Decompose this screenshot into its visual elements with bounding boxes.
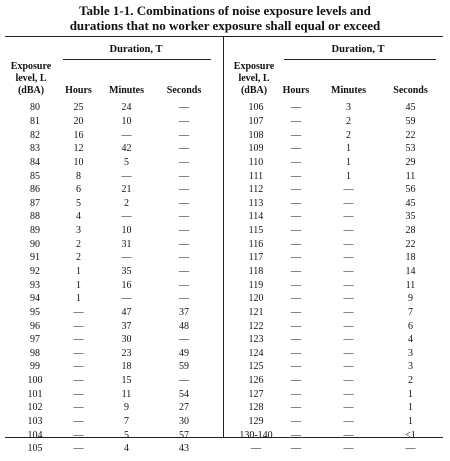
minutes-cell: 2 <box>346 115 351 127</box>
seconds-cell: 6 <box>408 320 413 332</box>
seconds-cell: — <box>179 115 189 127</box>
left-table-row <box>12 183 214 197</box>
level-cell: 91 <box>30 252 40 264</box>
hours-cell: — <box>291 375 301 387</box>
level-cell: 125 <box>248 361 264 373</box>
seconds-cell: — <box>179 156 189 168</box>
right-duration-header: Duration, T <box>331 44 385 55</box>
level-cell: 116 <box>248 238 264 250</box>
hours-cell: 2 <box>76 252 81 264</box>
right-table-row <box>236 265 440 279</box>
right-table-row <box>236 428 440 442</box>
hours-cell: — <box>73 347 84 359</box>
right-table-row <box>236 360 440 374</box>
minutes-cell: — <box>343 225 354 237</box>
hours-cell: — <box>291 184 301 196</box>
hours-cell: — <box>291 279 301 291</box>
right-table-row <box>236 156 440 170</box>
right-exposure-header <box>229 61 279 97</box>
level-cell: 90 <box>30 238 40 250</box>
seconds-cell: 57 <box>179 429 189 441</box>
level-cell: 100 <box>27 375 43 387</box>
right-table-row <box>236 319 440 333</box>
minutes-cell: 1 <box>346 143 351 155</box>
left-table-row <box>12 115 214 129</box>
hours-cell: — <box>291 170 301 182</box>
seconds-cell: 4 <box>408 334 413 346</box>
right-table-row <box>236 210 440 224</box>
seconds-cell: 14 <box>405 266 416 277</box>
level-cell: 95 <box>30 306 40 318</box>
right-table-row <box>236 237 440 251</box>
left-minutes-header: Minutes <box>109 85 144 96</box>
seconds-cell: 11 <box>405 170 416 182</box>
right-table-row <box>236 183 440 197</box>
hours-cell: 5 <box>76 197 81 209</box>
left-table-row <box>12 196 214 210</box>
minutes-cell: 4 <box>124 443 129 455</box>
level-cell: 123 <box>248 334 264 346</box>
right-table-row <box>236 292 440 306</box>
right-table-row <box>236 251 440 265</box>
seconds-cell: 9 <box>408 293 413 305</box>
hours-cell: — <box>291 143 301 155</box>
left-table-row <box>12 265 214 279</box>
seconds-cell: 22 <box>405 129 416 141</box>
right-table-row <box>236 374 440 388</box>
level-cell: 104 <box>27 429 43 441</box>
hours-cell: 12 <box>73 143 84 155</box>
minutes-cell: — <box>343 211 354 223</box>
seconds-cell: 30 <box>179 416 189 428</box>
hours-cell: — <box>291 102 301 114</box>
right-minutes-header: Minutes <box>331 85 366 96</box>
level-cell: 82 <box>30 129 40 141</box>
level-cell: 113 <box>248 197 264 209</box>
right-table-row <box>236 306 440 320</box>
hours-cell: — <box>291 429 301 441</box>
right-table-row <box>236 387 440 401</box>
hours-cell: — <box>291 129 301 141</box>
hours-cell: 20 <box>73 115 84 127</box>
minutes-cell: — <box>343 347 354 359</box>
left-table-row <box>12 142 214 156</box>
minutes-cell: 5 <box>124 429 129 441</box>
hours-cell: — <box>291 443 301 455</box>
hours-cell: 3 <box>76 225 81 237</box>
left-table-row <box>12 415 214 429</box>
minutes-cell: 21 <box>121 184 132 196</box>
level-cell: 81 <box>30 115 40 127</box>
seconds-cell: — <box>179 225 189 237</box>
level-cell: 107 <box>248 115 264 127</box>
minutes-cell: — <box>121 211 132 223</box>
minutes-cell: — <box>121 293 132 305</box>
seconds-cell: 43 <box>179 443 189 455</box>
hours-cell: — <box>291 225 301 237</box>
left-table-row <box>12 169 214 183</box>
minutes-cell: — <box>343 361 354 373</box>
seconds-cell: 3 <box>408 347 413 359</box>
minutes-cell: 15 <box>121 375 132 387</box>
minutes-cell: — <box>343 334 354 346</box>
hours-cell: — <box>73 416 84 428</box>
seconds-cell: 27 <box>179 402 189 414</box>
minutes-cell: 2 <box>346 129 351 141</box>
minutes-cell: — <box>121 129 132 141</box>
level-cell: 117 <box>248 252 264 264</box>
level-cell: 128 <box>248 402 264 414</box>
right-table-row <box>236 142 440 156</box>
level-cell: 85 <box>30 170 40 182</box>
level-cell: 89 <box>30 225 40 237</box>
seconds-cell: 49 <box>179 347 189 359</box>
hours-cell: — <box>73 388 84 400</box>
level-cell: 111 <box>248 170 264 182</box>
left-table-row <box>12 387 214 401</box>
right-table-row <box>236 442 440 456</box>
seconds-cell: — <box>179 252 189 264</box>
right-table-row <box>236 401 440 415</box>
left-table-row <box>12 101 214 115</box>
minutes-cell: 30 <box>121 334 132 346</box>
right-table-row <box>236 224 440 238</box>
hours-cell: — <box>73 443 84 455</box>
minutes-cell: — <box>343 429 354 441</box>
hours-cell: — <box>291 347 301 359</box>
right-duration-rule <box>284 59 436 60</box>
minutes-cell: — <box>343 388 354 400</box>
right-table-row <box>236 169 440 183</box>
seconds-cell: — <box>179 143 189 155</box>
minutes-cell: 35 <box>121 266 132 277</box>
minutes-cell: — <box>343 375 354 387</box>
left-table-row <box>12 428 214 442</box>
left-table-row <box>12 237 214 251</box>
minutes-cell: 10 <box>121 115 132 127</box>
minutes-cell: — <box>343 279 354 291</box>
hours-cell: — <box>291 197 301 209</box>
top-rule <box>5 36 443 37</box>
minutes-cell: — <box>343 238 354 250</box>
level-cell: 121 <box>248 306 264 318</box>
hours-cell: 4 <box>76 211 81 223</box>
left-exposure-header-line-1: Exposure <box>10 61 52 72</box>
minutes-cell: — <box>121 170 132 182</box>
seconds-cell: 7 <box>408 306 413 318</box>
minutes-cell: — <box>343 266 354 277</box>
hours-cell: — <box>291 320 301 332</box>
right-table-row <box>236 196 440 210</box>
level-cell: 130-140 <box>239 429 273 441</box>
left-table-row <box>12 347 214 361</box>
hours-cell: — <box>73 402 84 414</box>
left-table-row <box>12 442 214 456</box>
level-cell: 92 <box>30 266 40 277</box>
level-cell: 129 <box>248 416 264 428</box>
left-table-row <box>12 333 214 347</box>
right-table-row <box>236 128 440 142</box>
right-table-row <box>236 415 440 429</box>
minutes-cell: 7 <box>124 416 129 428</box>
level-cell: 93 <box>30 279 40 291</box>
level-cell: 110 <box>248 156 264 168</box>
seconds-cell: — <box>179 334 189 346</box>
left-hours-header: Hours <box>65 85 92 96</box>
minutes-cell: 2 <box>124 197 129 209</box>
minutes-cell: 24 <box>121 102 132 114</box>
seconds-cell: <1 <box>405 429 416 441</box>
seconds-cell: 59 <box>405 115 416 127</box>
left-table-row <box>12 128 214 142</box>
seconds-cell: 18 <box>405 252 416 264</box>
seconds-cell: — <box>179 197 189 209</box>
minutes-cell: 9 <box>124 402 129 414</box>
hours-cell: — <box>291 211 301 223</box>
minutes-cell: — <box>343 197 354 209</box>
minutes-cell: 31 <box>121 238 132 250</box>
right-table-row <box>236 278 440 292</box>
level-cell: 96 <box>30 320 40 332</box>
level-cell: 102 <box>27 402 43 414</box>
hours-cell: — <box>73 361 84 373</box>
left-table-row <box>12 401 214 415</box>
minutes-cell: 10 <box>121 225 132 237</box>
level-cell: 80 <box>30 102 40 114</box>
left-duration-rule <box>63 59 211 60</box>
hours-cell: — <box>73 375 84 387</box>
level-cell: 122 <box>248 320 264 332</box>
minutes-cell: 37 <box>121 320 132 332</box>
hours-cell: 10 <box>73 156 84 168</box>
table-title <box>0 3 450 33</box>
minutes-cell: — <box>121 252 132 264</box>
left-table-row <box>12 292 214 306</box>
seconds-cell: — <box>179 129 189 141</box>
seconds-cell: — <box>179 266 189 277</box>
right-hours-header: Hours <box>282 85 310 96</box>
hours-cell: — <box>291 252 301 264</box>
hours-cell: 6 <box>76 184 81 196</box>
hours-cell: 8 <box>76 170 81 182</box>
minutes-cell: — <box>343 402 354 414</box>
seconds-cell: 2 <box>408 375 413 387</box>
hours-cell: — <box>291 306 301 318</box>
left-table-row <box>12 278 214 292</box>
hours-cell: — <box>291 388 301 400</box>
left-table-row <box>12 306 214 320</box>
hours-cell: — <box>291 238 301 250</box>
level-cell: 127 <box>248 388 264 400</box>
level-cell: 106 <box>248 102 264 114</box>
right-table-row <box>236 333 440 347</box>
seconds-cell: 1 <box>408 402 413 414</box>
seconds-cell: 56 <box>405 184 416 196</box>
seconds-cell: 48 <box>179 320 189 332</box>
hours-cell: 2 <box>76 238 81 250</box>
hours-cell: — <box>291 115 301 127</box>
left-table-row <box>12 251 214 265</box>
hours-cell: — <box>73 429 84 441</box>
seconds-cell: — <box>179 184 189 196</box>
level-cell: 114 <box>248 211 264 223</box>
minutes-cell: 1 <box>346 156 351 168</box>
hours-cell: 1 <box>76 279 81 291</box>
hours-cell: 1 <box>76 293 81 305</box>
minutes-cell: — <box>343 416 354 428</box>
right-table-row <box>236 115 440 129</box>
seconds-cell: — <box>179 279 189 291</box>
seconds-cell: — <box>405 443 416 455</box>
hours-cell: — <box>291 334 301 346</box>
level-cell: 103 <box>27 416 43 428</box>
level-cell: 98 <box>30 347 40 359</box>
minutes-cell: 42 <box>121 143 132 155</box>
hours-cell: 25 <box>73 102 84 114</box>
seconds-cell: 35 <box>405 211 416 223</box>
seconds-cell: — <box>179 170 189 182</box>
level-cell: 126 <box>248 375 264 387</box>
left-data-table <box>12 101 214 456</box>
minutes-cell: 16 <box>121 279 132 291</box>
right-data-table <box>236 101 440 456</box>
level-cell: 97 <box>30 334 40 346</box>
seconds-cell: 53 <box>405 143 416 155</box>
table-title-line-2: durations that no worker exposure shall equal or exceed <box>69 18 381 33</box>
seconds-cell: 37 <box>179 306 189 318</box>
minutes-cell: 5 <box>124 156 129 168</box>
left-table-row <box>12 156 214 170</box>
hours-cell: — <box>291 416 301 428</box>
minutes-cell: 47 <box>121 306 132 318</box>
seconds-cell: 54 <box>179 388 189 400</box>
hours-cell: — <box>291 402 301 414</box>
seconds-cell: 29 <box>405 156 416 168</box>
seconds-cell: 1 <box>408 388 413 400</box>
minutes-cell: — <box>343 252 354 264</box>
seconds-cell: 45 <box>405 197 416 209</box>
right-data-body <box>236 101 440 456</box>
right-table-row <box>236 347 440 361</box>
right-exposure-header-line-3: (dBA) <box>240 85 268 96</box>
level-cell: 86 <box>30 184 40 196</box>
left-seconds-header: Seconds <box>166 85 202 96</box>
minutes-cell: 23 <box>121 347 132 359</box>
level-cell: 87 <box>30 197 40 209</box>
hours-cell: — <box>73 334 84 346</box>
level-cell: 108 <box>248 129 264 141</box>
level-cell: 119 <box>248 279 264 291</box>
seconds-cell: 28 <box>405 225 416 237</box>
hours-cell: — <box>73 306 84 318</box>
level-cell: 124 <box>248 347 264 359</box>
level-cell: — <box>251 443 261 455</box>
seconds-cell: 59 <box>179 361 189 373</box>
left-exposure-header-line-3: (dBA) <box>17 85 45 96</box>
left-table-row <box>12 360 214 374</box>
left-exposure-header-line-2: level, L <box>15 73 47 84</box>
minutes-cell: — <box>343 293 354 305</box>
minutes-cell: — <box>343 320 354 332</box>
seconds-cell: — <box>179 238 189 250</box>
level-cell: 112 <box>248 184 264 196</box>
hours-cell: — <box>291 266 301 277</box>
hours-cell: 1 <box>76 266 81 277</box>
level-cell: 105 <box>27 443 43 455</box>
level-cell: 120 <box>248 293 264 305</box>
seconds-cell: — <box>179 211 189 223</box>
minutes-cell: 1 <box>346 170 351 182</box>
level-cell: 101 <box>27 388 43 400</box>
minutes-cell: 11 <box>121 388 132 400</box>
hours-cell: — <box>73 320 84 332</box>
level-cell: 118 <box>248 266 264 277</box>
left-table-row <box>12 319 214 333</box>
seconds-cell: 3 <box>408 361 413 373</box>
right-exposure-header-line-1: Exposure <box>233 61 275 72</box>
right-exposure-header-line-2: level, L <box>238 73 270 84</box>
seconds-cell: 45 <box>405 102 416 114</box>
left-data-body <box>12 101 214 456</box>
level-cell: 88 <box>30 211 40 223</box>
left-duration-header: Duration, T <box>109 44 163 55</box>
seconds-cell: 1 <box>408 416 413 428</box>
column-divider <box>223 36 224 437</box>
seconds-cell: — <box>179 102 189 114</box>
hours-cell: — <box>291 156 301 168</box>
level-cell: 83 <box>30 143 40 155</box>
minutes-cell: — <box>343 306 354 318</box>
right-seconds-header: Seconds <box>393 85 428 96</box>
table-title-line-1: Table 1-1. Combinations of noise exposure levels and <box>79 3 371 18</box>
minutes-cell: 3 <box>346 102 351 114</box>
minutes-cell: 18 <box>121 361 132 373</box>
seconds-cell: — <box>179 375 189 387</box>
left-table-row <box>12 210 214 224</box>
hours-cell: 16 <box>73 129 84 141</box>
level-cell: 94 <box>30 293 40 305</box>
level-cell: 109 <box>248 143 264 155</box>
left-table-row <box>12 224 214 238</box>
left-exposure-header <box>6 61 56 97</box>
level-cell: 84 <box>30 156 40 168</box>
hours-cell: — <box>291 293 301 305</box>
level-cell: 99 <box>30 361 40 373</box>
seconds-cell: 11 <box>405 279 416 291</box>
right-table-row <box>236 101 440 115</box>
seconds-cell: 22 <box>405 238 416 250</box>
minutes-cell: — <box>343 443 354 455</box>
seconds-cell: — <box>179 293 189 305</box>
left-table-row <box>12 374 214 388</box>
minutes-cell: — <box>343 184 354 196</box>
hours-cell: — <box>291 361 301 373</box>
level-cell: 115 <box>248 225 264 237</box>
